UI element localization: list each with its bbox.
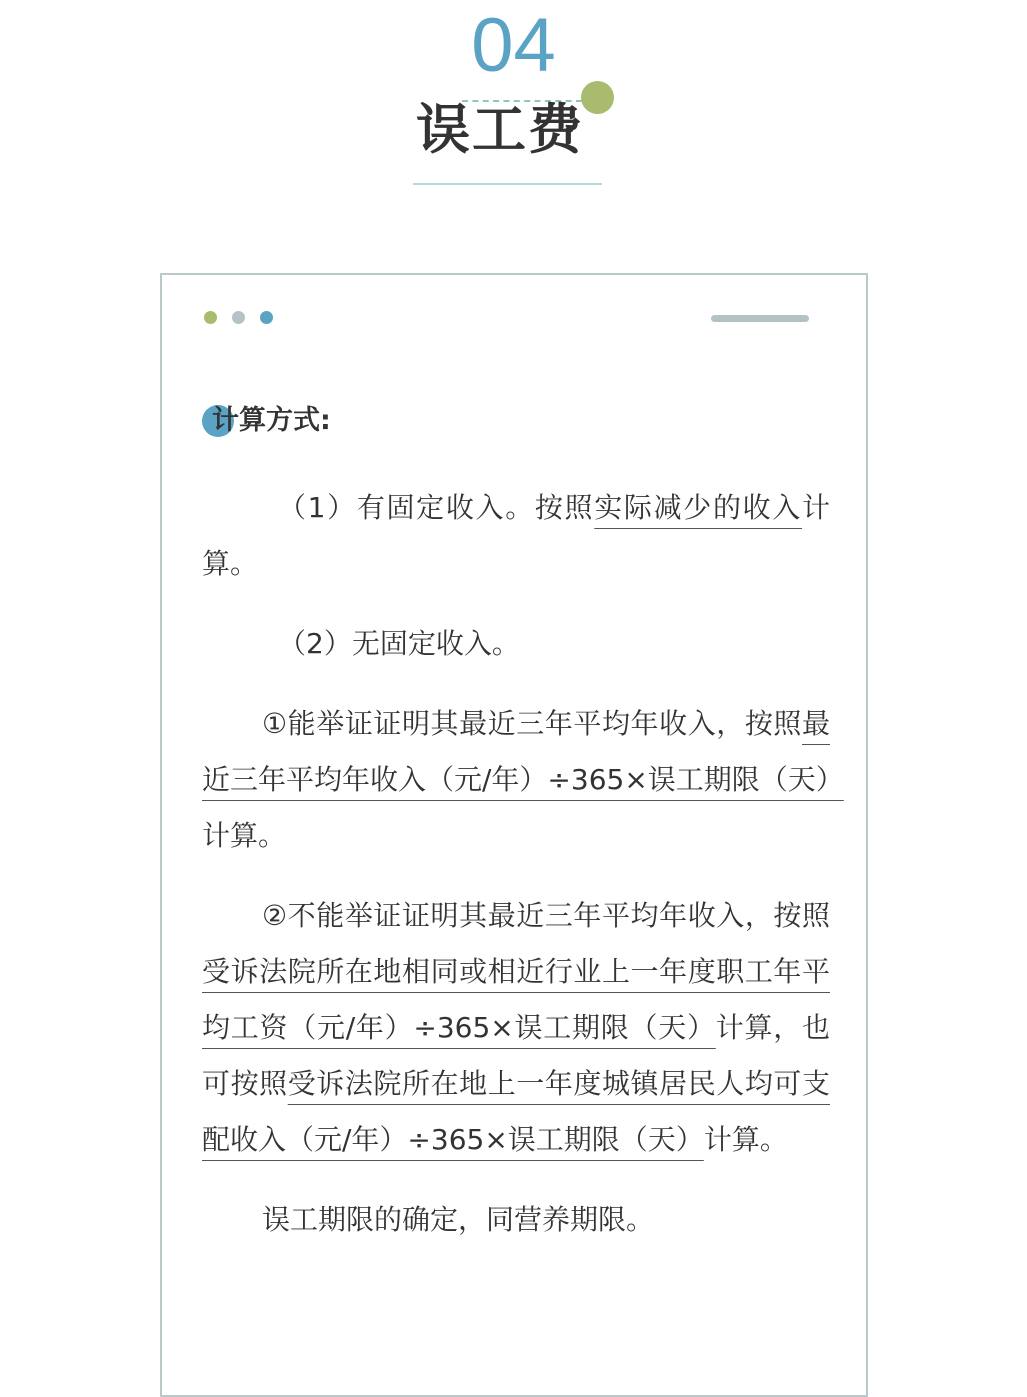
window-dots: [204, 311, 273, 324]
text-segment: 计算。: [202, 819, 287, 852]
underlined-formula: 受诉法院所在地上一年度城镇居民人均可支配收入（元/年）÷365×误工期限（天）: [202, 1067, 830, 1156]
text-segment: ①能举证证明其最近三年平均年收入，按照: [262, 707, 802, 740]
paragraph-period: [202, 1192, 830, 1248]
section-number: 04: [471, 3, 556, 88]
blue-dot-icon: [260, 311, 273, 324]
paragraph-unprovable-income: [202, 888, 830, 1168]
underlined-formula: 最近三年平均年收入（元/年）÷365×误工期限（天）: [202, 707, 844, 796]
title-underline: [413, 183, 602, 185]
calc-method-heading: [202, 401, 331, 441]
text-segment: 计算。: [703, 1123, 788, 1156]
underlined-term: 实际减少的收入: [594, 491, 802, 524]
underlined-formula: 受诉法院所在地相同或相近行业上一年度职工年平均工资（元/年）÷365×误工期限（天）: [202, 955, 830, 1044]
paragraph-no-fixed-income: [202, 616, 830, 672]
text-segment: 计算。: [202, 491, 830, 580]
text-segment: （1）有固定收入。按照: [278, 491, 595, 524]
text-segment: （2）无固定收入。: [278, 627, 520, 660]
paragraph-fixed-income: [202, 480, 830, 592]
gray-dot-icon: [232, 311, 245, 324]
content-card: [160, 273, 868, 1397]
heading-text: 计算方式:: [212, 405, 331, 436]
text-segment: 计算，也可按照: [202, 1011, 830, 1100]
section-title: 误工费: [416, 98, 584, 161]
menu-bar-icon: [711, 315, 809, 322]
card-body: [202, 480, 844, 1272]
paragraph-provable-income: [202, 696, 844, 864]
green-dot-icon: [204, 311, 217, 324]
section-header: [0, 0, 1027, 200]
text-segment: ②不能举证证明其最近三年平均年收入，按照: [262, 899, 830, 932]
text-segment: 误工期限的确定，同营养期限。: [262, 1203, 655, 1236]
